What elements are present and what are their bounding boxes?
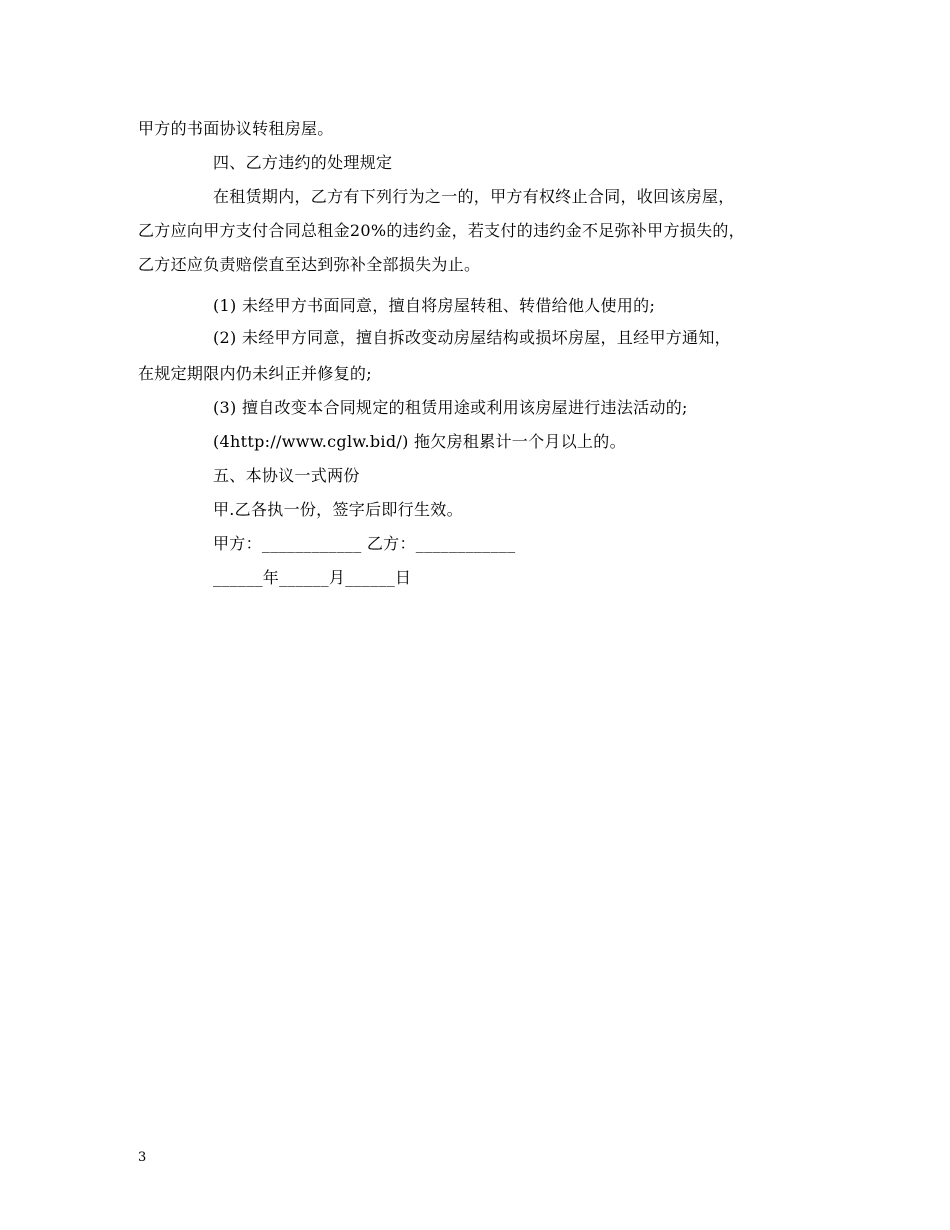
- list-item-2-continued: 在规定期限内仍未纠正并修复的;: [138, 364, 372, 383]
- date-line: ______年______月______日: [213, 568, 412, 587]
- section-heading-copies: 五、本协议一式两份: [213, 466, 360, 485]
- list-item-1: (1) 未经甲方书面同意，擅自将房屋转租、转借给他人使用的;: [213, 296, 656, 315]
- paragraph-line-sublet-clause: 甲方的书面协议转租房屋。: [138, 119, 334, 138]
- list-item-2: (2) 未经甲方同意，擅自拆改变动房屋结构或损坏房屋，且经甲方通知，: [213, 328, 731, 347]
- paragraph-line-termination: 在租赁期内，乙方有下列行为之一的，甲方有权终止合同，收回该房屋，: [213, 187, 735, 206]
- list-item-4: (4http://www.cglw.bid/) 拖欠房租累计一个月以上的。: [213, 432, 626, 451]
- signature-line: 甲方：____________ 乙方：____________: [213, 534, 516, 553]
- page-number: 3: [138, 1150, 147, 1165]
- section-heading-breach-rules: 四、乙方违约的处理规定: [213, 153, 393, 172]
- paragraph-line-compensation: 乙方还应负责赔偿直至达到弥补全部损失为止。: [138, 255, 481, 274]
- paragraph-line-effective: 甲.乙各执一份，签字后即行生效。: [213, 500, 463, 519]
- paragraph-line-penalty: 乙方应向甲方支付合同总租金20%的违约金，若支付的违约金不足弥补甲方损失的，: [138, 221, 745, 240]
- list-item-3: (3) 擅自改变本合同规定的租赁用途或利用该房屋进行违法活动的;: [213, 398, 688, 417]
